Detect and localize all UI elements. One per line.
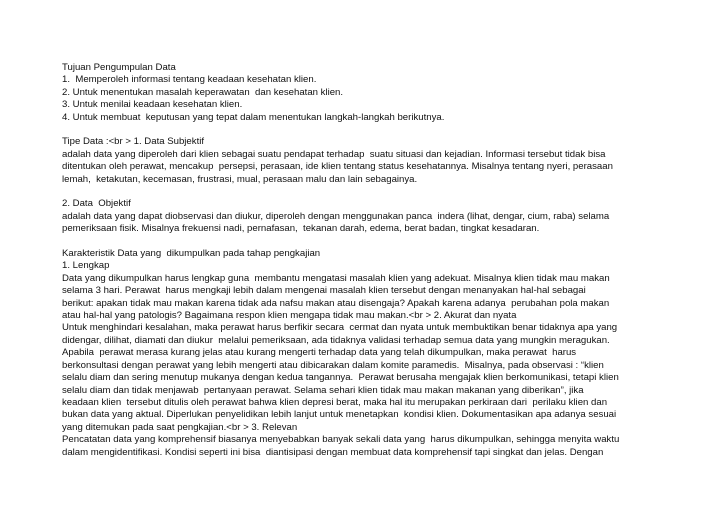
text-line: lemah, ketakutan, kecemasan, frustrasi, mual, perasaan malu dan lain sebagainya.	[62, 173, 418, 185]
text-line: atau hal-hal yang patologis? Bagaimana respon klien mengapa tidak mau makan.<br > 2. Akurat dan nyata	[62, 310, 517, 322]
text-line: adalah data yang diperoleh dari klien sebagai suatu pendapat terhadap suatu situasi dan kejadian. Informasi tersebut tidak bisa	[62, 148, 606, 160]
text-line: adalah data yang dapat diobservasi dan diukur, diperoleh dengan menggunakan panca indera (lihat, dengar, cium, raba) selama	[62, 210, 610, 222]
text-line: 3. Untuk menilai keadaan kesehatan klien.	[62, 99, 243, 111]
text-line: berkonsultasi dengan perawat yang lebih mengerti atau dibicarakan dalam komite paramedis. Misalnya, pada observasi : “klien	[62, 359, 604, 371]
text-line: selama 3 hari. Perawat harus mengkaji lebih dalam mengenai masalah klien tersebut dengan menanyakan hal-hal sebagai	[62, 285, 586, 297]
paragraph-gap	[62, 186, 670, 198]
text-line: Pencatatan data yang komprehensif biasanya menyebabkan banyak sekali data yang harus dikumpulkan, sehingga menyita waktu	[62, 434, 620, 446]
section-tujuan	[62, 62, 670, 124]
section-karakteristik	[62, 248, 670, 459]
heading-tipe-data: Tipe Data :<br > 1. Data Subjektif	[62, 136, 205, 148]
text-line: yang ditemukan pada saat pengkajian.<br > 3. Relevan	[62, 421, 298, 433]
text-line: Apabila perawat merasa kurang jelas atau kurang mengerti terhadap data yang telah dikumpulkan, maka perawat harus	[62, 347, 577, 359]
paragraph-gap	[62, 124, 670, 136]
text-line: bukan data yang aktual. Diperlukan penyelidikan lebih lanjut untuk menetapkan kondisi klien. Dokumentasikan apa adanya sesuai	[62, 409, 617, 421]
text-line: keadaan klien tersebut ditulis oleh perawat bahwa klien depresi berat, maka hal itu merupakan perkiraan dari perilaku klien dan	[62, 396, 608, 408]
text-line: 1. Memperoleh informasi tentang keadaan kesehatan klien.	[62, 74, 317, 86]
text-line: pemeriksaan fisik. Misalnya frekuensi nadi, pernafasan, tekanan darah, edema, berat badan, tingkat kesadaran.	[62, 223, 540, 235]
text-line: Data yang dikumpulkan harus lengkap guna membantu mengatasi masalah klien yang adekuat. Misalnya klien tidak mau makan	[62, 272, 610, 284]
subheading-lengkap: 1. Lengkap	[62, 260, 110, 272]
text-line: 2. Untuk menentukan masalah keperawatan dan kesehatan klien.	[62, 86, 344, 98]
paragraph-gap	[62, 236, 670, 248]
section-data-objektif	[62, 198, 670, 235]
text-line: 4. Untuk membuat keputusan yang tepat dalam menentukan langkah-langkah berikutnya.	[62, 111, 445, 123]
text-line: berikut: apakan tidak mau makan karena tidak ada nafsu makan atau disengaja? Apakah karena adanya perubahan pola makan	[62, 297, 610, 309]
text-line: ditentukan oleh perawat, mencakup persepsi, perasaan, ide klien tentang status kesehatannya. Misalnya tentang nyeri, perasaan	[62, 161, 613, 173]
text-line: didengar, dilihat, diamati dan diukur melalui pemeriksaan, ada tidaknya validasi terhadap semua data yang mungkin meragukan.	[62, 334, 610, 346]
text-line: selalu diam dan sering menutup mukanya dengan kedua tangannya. Perawat berusaha mengajak klien berkomunikasi, tetapi klien	[62, 372, 619, 384]
heading-karakteristik: Karakteristik Data yang dikumpulkan pada tahap pengkajian	[62, 248, 321, 260]
text-line: selalu diam dan tidak menjawab pertanyaan perawat. Selama sehari klien tidak mau makan makanan yang diberikan”, jika	[62, 384, 584, 396]
text-line: dalam mengidentifikasi. Kondisi seperti ini bisa diantisipasi dengan membuat data komprehensif tapi singkat dan jelas. Dengan	[62, 446, 604, 458]
text-line: Untuk menghindari kesalahan, maka perawat harus berfikir secara cermat dan nyata untuk membuktikan benar tidaknya apa yang	[62, 322, 618, 334]
heading-tujuan: Tujuan Pengumpulan Data	[62, 62, 176, 73]
heading-data-objektif: 2. Data Objektif	[62, 198, 131, 210]
section-tipe-data	[62, 136, 670, 186]
